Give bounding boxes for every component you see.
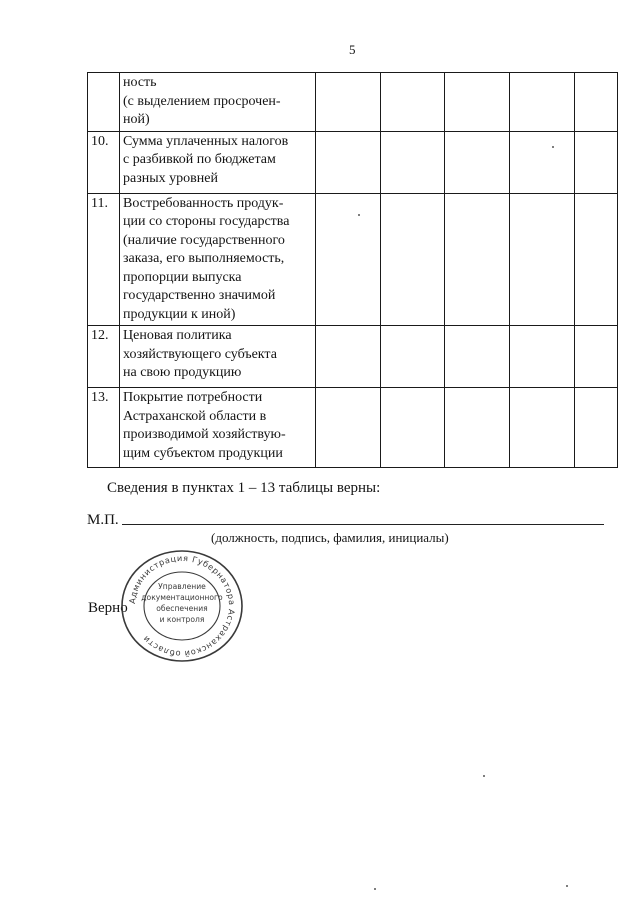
table-row [88, 131, 618, 193]
value-cell [445, 326, 510, 388]
stamp-center-line: Управление [158, 582, 206, 591]
value-cell [316, 73, 381, 132]
signature-line [122, 524, 604, 525]
scan-speck [358, 214, 360, 216]
stamp-center-line: документационного [141, 593, 223, 602]
value-cell [510, 193, 575, 326]
row-description: ность (с выделением просрочен- ной) [120, 73, 316, 132]
stamp-ring-text: Администрация Губернатора Астраханской области [126, 552, 238, 660]
row-number: 13. [88, 388, 120, 468]
row-description: Ценовая политика хозяйствующего субъекта на свою продукцию [120, 326, 316, 388]
value-cell [575, 388, 618, 468]
value-cell [445, 193, 510, 326]
table-row [88, 326, 618, 388]
mp-label: М.П. [87, 512, 119, 528]
value-cell [381, 326, 445, 388]
scan-speck [483, 775, 485, 777]
value-cell [510, 388, 575, 468]
table-row [88, 388, 618, 468]
value-cell [575, 131, 618, 193]
value-cell [316, 131, 381, 193]
value-cell [510, 73, 575, 132]
table-row [88, 73, 618, 132]
scan-speck [552, 146, 554, 148]
confirmation-statement: Сведения в пунктах 1 – 13 таблицы верны: [107, 480, 381, 496]
value-cell [575, 326, 618, 388]
scan-speck [566, 885, 568, 887]
stamp-center-line: обеспечения [156, 604, 208, 613]
value-cell [316, 388, 381, 468]
value-cell [381, 193, 445, 326]
page-number: 5 [349, 42, 356, 57]
scan-speck [374, 888, 376, 890]
value-cell [510, 326, 575, 388]
report-table [87, 72, 618, 468]
value-cell [381, 388, 445, 468]
verno-label: Верно [88, 600, 128, 616]
row-number: 11. [88, 193, 120, 326]
value-cell [575, 193, 618, 326]
row-number: 12. [88, 326, 120, 388]
row-description: Покрытие потребности Астраханской области в производимой хозяйствую- щим субъектом продукции [120, 388, 316, 468]
row-description: Сумма уплаченных налогов с разбивкой по бюджетам разных уровней [120, 131, 316, 193]
table-row [88, 193, 618, 326]
row-number: 10. [88, 131, 120, 193]
value-cell [316, 326, 381, 388]
value-cell [381, 73, 445, 132]
value-cell [445, 388, 510, 468]
value-cell [445, 131, 510, 193]
signature-caption: (должность, подпись, фамилия, инициалы) [211, 530, 449, 545]
value-cell [575, 73, 618, 132]
value-cell [445, 73, 510, 132]
stamp-center-line: и контроля [159, 615, 205, 624]
value-cell [510, 131, 575, 193]
row-number [88, 73, 120, 132]
value-cell [381, 131, 445, 193]
value-cell [316, 193, 381, 326]
office-stamp [117, 548, 247, 664]
row-description: Востребованность продук- ции со стороны государства (наличие государственного заказа, его выполняемость, пропорции выпуска государственно значимой продукции к иной) [120, 193, 316, 326]
